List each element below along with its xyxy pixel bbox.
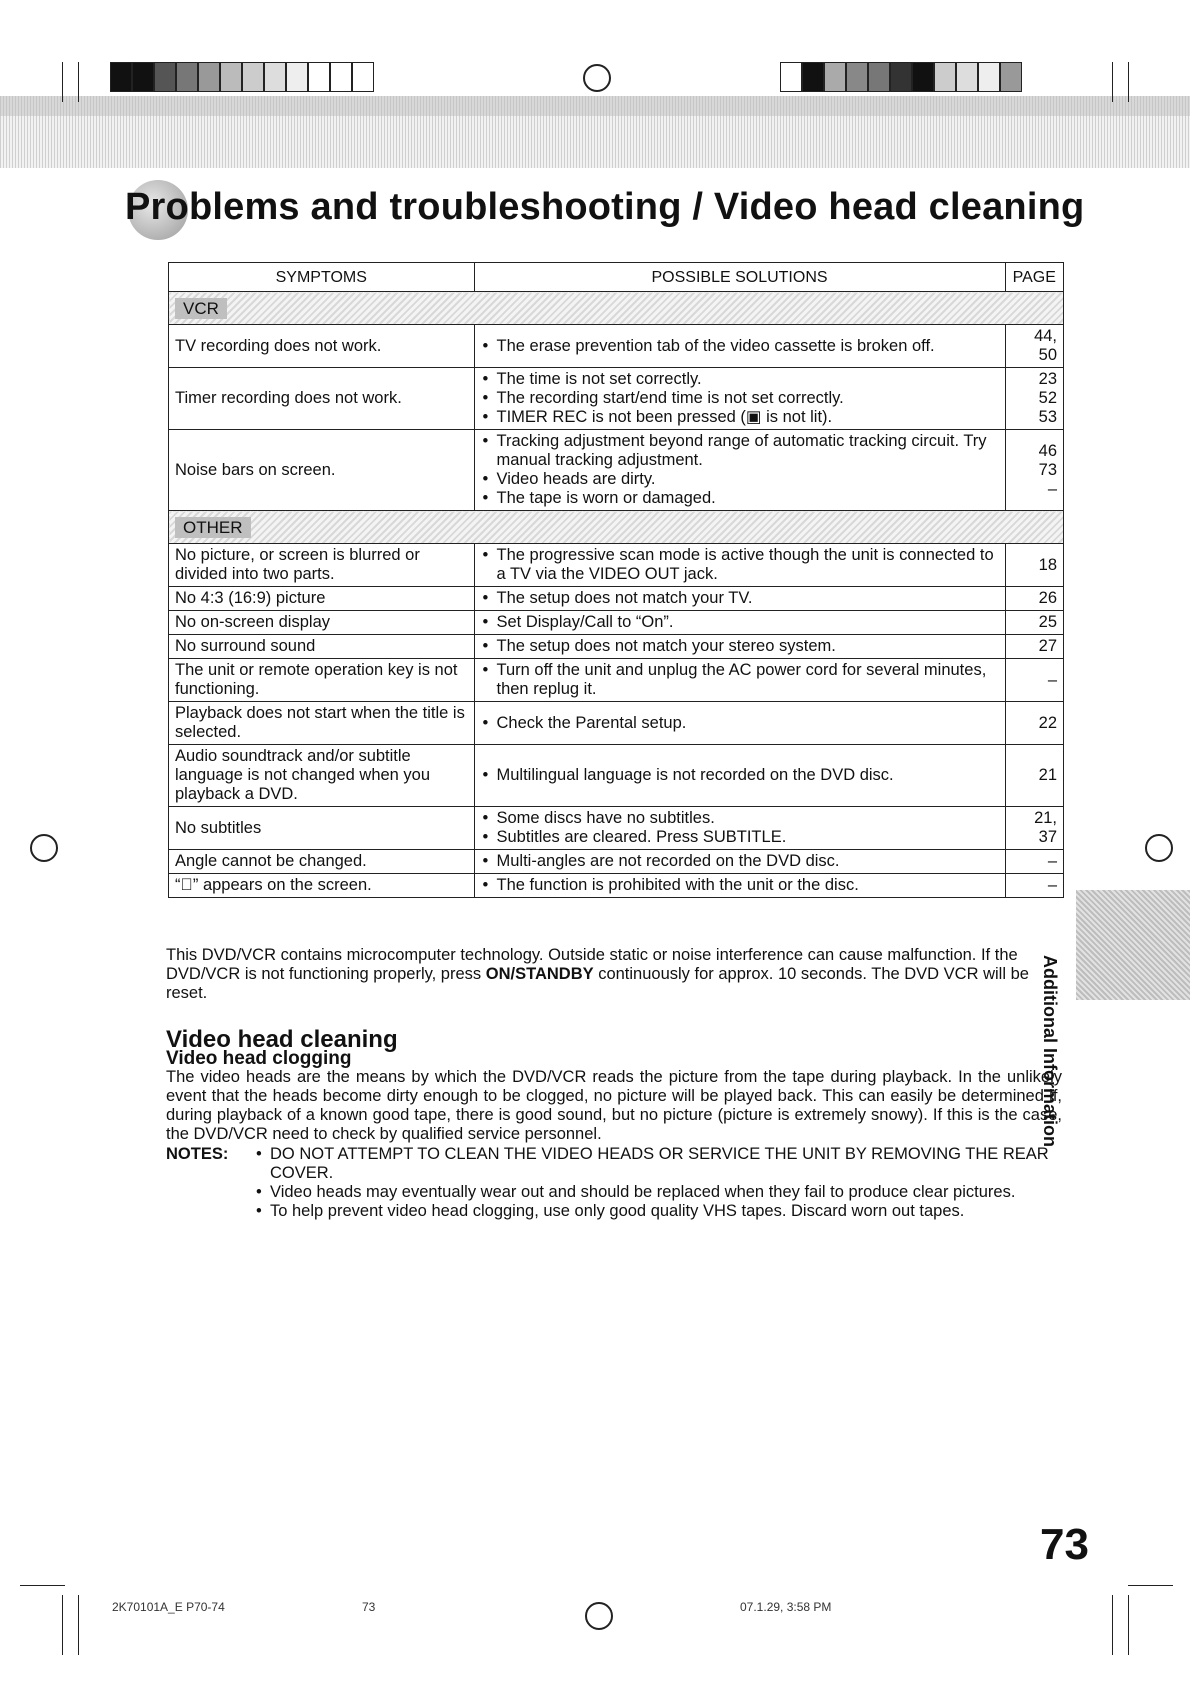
solution-item: • The tape is worn or damaged. xyxy=(481,489,999,508)
page-cell xyxy=(1005,635,1063,659)
solution-item: • Some discs have no subtitles. xyxy=(481,809,999,828)
table-row xyxy=(169,587,1064,611)
page-ref: 46 xyxy=(1038,441,1057,460)
page-ref: 44, 50 xyxy=(1034,327,1057,364)
note-item: • Video heads may eventually wear out and should be replaced when they fail to produce clear pictures. xyxy=(254,1183,1062,1202)
side-tab-marker xyxy=(1076,890,1190,1000)
solution-cell xyxy=(474,368,1005,430)
page-cell xyxy=(1005,325,1063,368)
table-row xyxy=(169,745,1064,807)
page-ref: – xyxy=(1047,852,1057,870)
section-row xyxy=(169,511,1064,544)
solution-list xyxy=(481,661,999,699)
symptom-cell: Playback does not start when the title is selected. xyxy=(169,702,475,745)
page-ref: 52 xyxy=(1038,389,1057,407)
table-row xyxy=(169,850,1064,874)
solution-item: • Check the Parental setup. xyxy=(481,714,999,733)
column-header-solutions: POSSIBLE SOLUTIONS xyxy=(474,263,1005,292)
notes-label: NOTES: xyxy=(166,1145,229,1163)
page-cell xyxy=(1005,611,1063,635)
solution-cell xyxy=(474,430,1005,511)
solution-cell xyxy=(474,807,1005,850)
section-cell xyxy=(169,511,1064,544)
troubleshooting-table xyxy=(168,262,1064,898)
page-ref: 21, 37 xyxy=(1034,809,1057,846)
symptom-cell: Angle cannot be changed. xyxy=(169,850,475,874)
header-band-shade xyxy=(0,96,1190,116)
solution-item: • Tracking adjustment beyond range of automatic tracking circuit. Try manual tracking adjustment. xyxy=(481,432,999,470)
page-ref: 26 xyxy=(1038,589,1057,607)
solution-cell xyxy=(474,325,1005,368)
symptom-cell: No picture, or screen is blurred or divided into two parts. xyxy=(169,544,475,587)
page-ref: 23 xyxy=(1038,370,1057,388)
symptom-cell: “⃠” appears on the screen. xyxy=(169,874,475,898)
registration-target-icon xyxy=(583,64,611,92)
solution-item: • The erase prevention tab of the video cassette is broken off. xyxy=(481,337,999,356)
on-standby-label: ON/STANDBY xyxy=(485,965,594,983)
crop-mark xyxy=(1128,62,1129,102)
table-row xyxy=(169,874,1064,898)
solution-list xyxy=(481,637,999,656)
column-header-page: PAGE xyxy=(1005,263,1063,292)
solution-cell xyxy=(474,702,1005,745)
note-text-1: This DVD/VCR contains microcomputer technology. Outside static or noise interference can cause malfunction. If the DVD/VCR is not functioning properly, press xyxy=(166,946,1018,983)
color-bar-right xyxy=(780,62,1022,92)
solution-item: • The progressive scan mode is active though the unit is connected to a TV via the VIDEO OUT jack. xyxy=(481,546,999,584)
solution-item: • Video heads are dirty. xyxy=(481,470,999,489)
page-cell xyxy=(1005,587,1063,611)
cleaning-body: The video heads are the means by which the DVD/VCR reads the picture from the tape during playback. In the unlikely event that the heads become dirty enough to be clogged, no picture will be played back. This can easily be determined if, during playback of a known good tape, there is good sound, but no picture (picture is extremely snowy). If this is the case, the DVD/VCR need to check by qualified service personnel. xyxy=(166,1068,1062,1143)
symptom-cell: Audio soundtrack and/or subtitle language is not changed when you playback a DVD. xyxy=(169,745,475,807)
table-row xyxy=(169,635,1064,659)
page-ref: 73 xyxy=(1038,460,1057,479)
registration-target-icon xyxy=(585,1602,613,1630)
solution-item: • Multi-angles are not recorded on the DVD disc. xyxy=(481,852,999,871)
crop-mark xyxy=(1128,1595,1129,1655)
table-row xyxy=(169,611,1064,635)
page-number: 73 xyxy=(1040,1520,1089,1569)
symptom-cell: No on-screen display xyxy=(169,611,475,635)
crop-mark xyxy=(1128,1585,1173,1586)
column-header-symptoms: SYMPTOMS xyxy=(169,263,475,292)
microcomputer-note xyxy=(166,946,1062,1003)
table-row xyxy=(169,807,1064,850)
solution-list xyxy=(481,613,999,632)
page-ref: 21 xyxy=(1038,766,1057,784)
table-row xyxy=(169,702,1064,745)
table-body xyxy=(169,292,1064,898)
solution-list xyxy=(481,766,999,785)
section-row xyxy=(169,292,1064,325)
page-cell xyxy=(1005,368,1063,430)
symptom-cell: Timer recording does not work. xyxy=(169,368,475,430)
solution-item: • Turn off the unit and unplug the AC power cord for several minutes, then replug it. xyxy=(481,661,999,699)
page-cell xyxy=(1005,544,1063,587)
symptom-cell: No surround sound xyxy=(169,635,475,659)
page-ref: – xyxy=(1047,876,1057,894)
page-ref: – xyxy=(1047,479,1057,498)
page-cell xyxy=(1005,745,1063,807)
solution-cell xyxy=(474,635,1005,659)
solution-item: • TIMER REC is not been pressed (▣ is not lit). xyxy=(481,408,999,427)
crop-mark xyxy=(20,1585,65,1586)
symptom-cell: No subtitles xyxy=(169,807,475,850)
solution-cell xyxy=(474,611,1005,635)
page-cell xyxy=(1005,659,1063,702)
table-row xyxy=(169,544,1064,587)
solution-item: • The recording start/end time is not set correctly. xyxy=(481,389,999,408)
symptom-cell: The unit or remote operation key is not functioning. xyxy=(169,659,475,702)
side-tab-label: Additional Information xyxy=(1040,955,1060,1147)
page-cell xyxy=(1005,874,1063,898)
solution-item: • The setup does not match your TV. xyxy=(481,589,999,608)
solution-list xyxy=(481,370,999,427)
cleaning-section xyxy=(166,1026,1062,1221)
footer-page: 73 xyxy=(362,1600,376,1614)
registration-target-icon xyxy=(1145,834,1173,862)
solution-item: • Subtitles are cleared. Press SUBTITLE. xyxy=(481,828,999,847)
symptom-cell: Noise bars on screen. xyxy=(169,430,475,511)
solution-list xyxy=(481,337,999,356)
section-label: OTHER xyxy=(175,517,251,538)
table-row xyxy=(169,325,1064,368)
registration-target-icon xyxy=(30,834,58,862)
color-bar-left xyxy=(110,62,374,92)
footer-file: 2K70101A_E P70-74 xyxy=(112,1600,225,1614)
solution-item: • Multilingual language is not recorded on the DVD disc. xyxy=(481,766,999,785)
page-title: Problems and troubleshooting / Video head cleaning xyxy=(125,186,1085,228)
solution-list xyxy=(481,546,999,584)
page-cell xyxy=(1005,850,1063,874)
solution-cell xyxy=(474,874,1005,898)
solution-item: • The function is prohibited with the unit or the disc. xyxy=(481,876,999,895)
solution-list xyxy=(481,852,999,871)
solution-list xyxy=(481,809,999,847)
symptom-cell: No 4:3 (16:9) picture xyxy=(169,587,475,611)
crop-mark xyxy=(78,62,79,102)
solution-list xyxy=(481,714,999,733)
cleaning-heading: Video head cleaning xyxy=(166,1026,398,1053)
crop-mark xyxy=(62,62,63,102)
crop-mark xyxy=(1112,1595,1113,1655)
solution-cell xyxy=(474,745,1005,807)
page-ref: 25 xyxy=(1038,613,1057,631)
solution-item: • The time is not set correctly. xyxy=(481,370,999,389)
solution-cell xyxy=(474,544,1005,587)
note-item: • To help prevent video head clogging, use only good quality VHS tapes. Discard worn out tapes. xyxy=(254,1202,1062,1221)
note-text-2: continuously for approx. 10 seconds. The DVD VCR will be reset. xyxy=(166,965,1029,1002)
table-row xyxy=(169,430,1064,511)
page-cell xyxy=(1005,807,1063,850)
solution-cell xyxy=(474,850,1005,874)
clogging-subheading: Video head clogging xyxy=(166,1048,352,1069)
solution-list xyxy=(481,876,999,895)
page-ref: 53 xyxy=(1038,408,1057,426)
section-label: VCR xyxy=(175,298,227,319)
solution-list xyxy=(481,432,999,508)
page-ref: 27 xyxy=(1038,637,1057,655)
note-item: • DO NOT ATTEMPT TO CLEAN THE VIDEO HEADS OR SERVICE THE UNIT BY REMOVING THE REAR COVER. xyxy=(254,1145,1062,1183)
page-cell xyxy=(1005,430,1063,511)
solution-cell xyxy=(474,587,1005,611)
solution-cell xyxy=(474,659,1005,702)
footer-timestamp: 07.1.29, 3:58 PM xyxy=(740,1600,832,1614)
table-row xyxy=(169,659,1064,702)
page-cell xyxy=(1005,702,1063,745)
notes-block xyxy=(166,1145,1062,1221)
table-header-row xyxy=(169,263,1064,292)
symptom-cell: TV recording does not work. xyxy=(169,325,475,368)
page-ref: 18 xyxy=(1038,555,1057,574)
crop-mark xyxy=(78,1595,79,1655)
solution-list xyxy=(481,589,999,608)
page-ref: – xyxy=(1047,670,1057,689)
crop-mark xyxy=(62,1595,63,1655)
solution-item: • The setup does not match your stereo system. xyxy=(481,637,999,656)
section-cell xyxy=(169,292,1064,325)
notes-list xyxy=(254,1145,1062,1221)
table-row xyxy=(169,368,1064,430)
solution-item: • Set Display/Call to “On”. xyxy=(481,613,999,632)
crop-mark xyxy=(1112,62,1113,102)
page-ref: 22 xyxy=(1038,713,1057,732)
